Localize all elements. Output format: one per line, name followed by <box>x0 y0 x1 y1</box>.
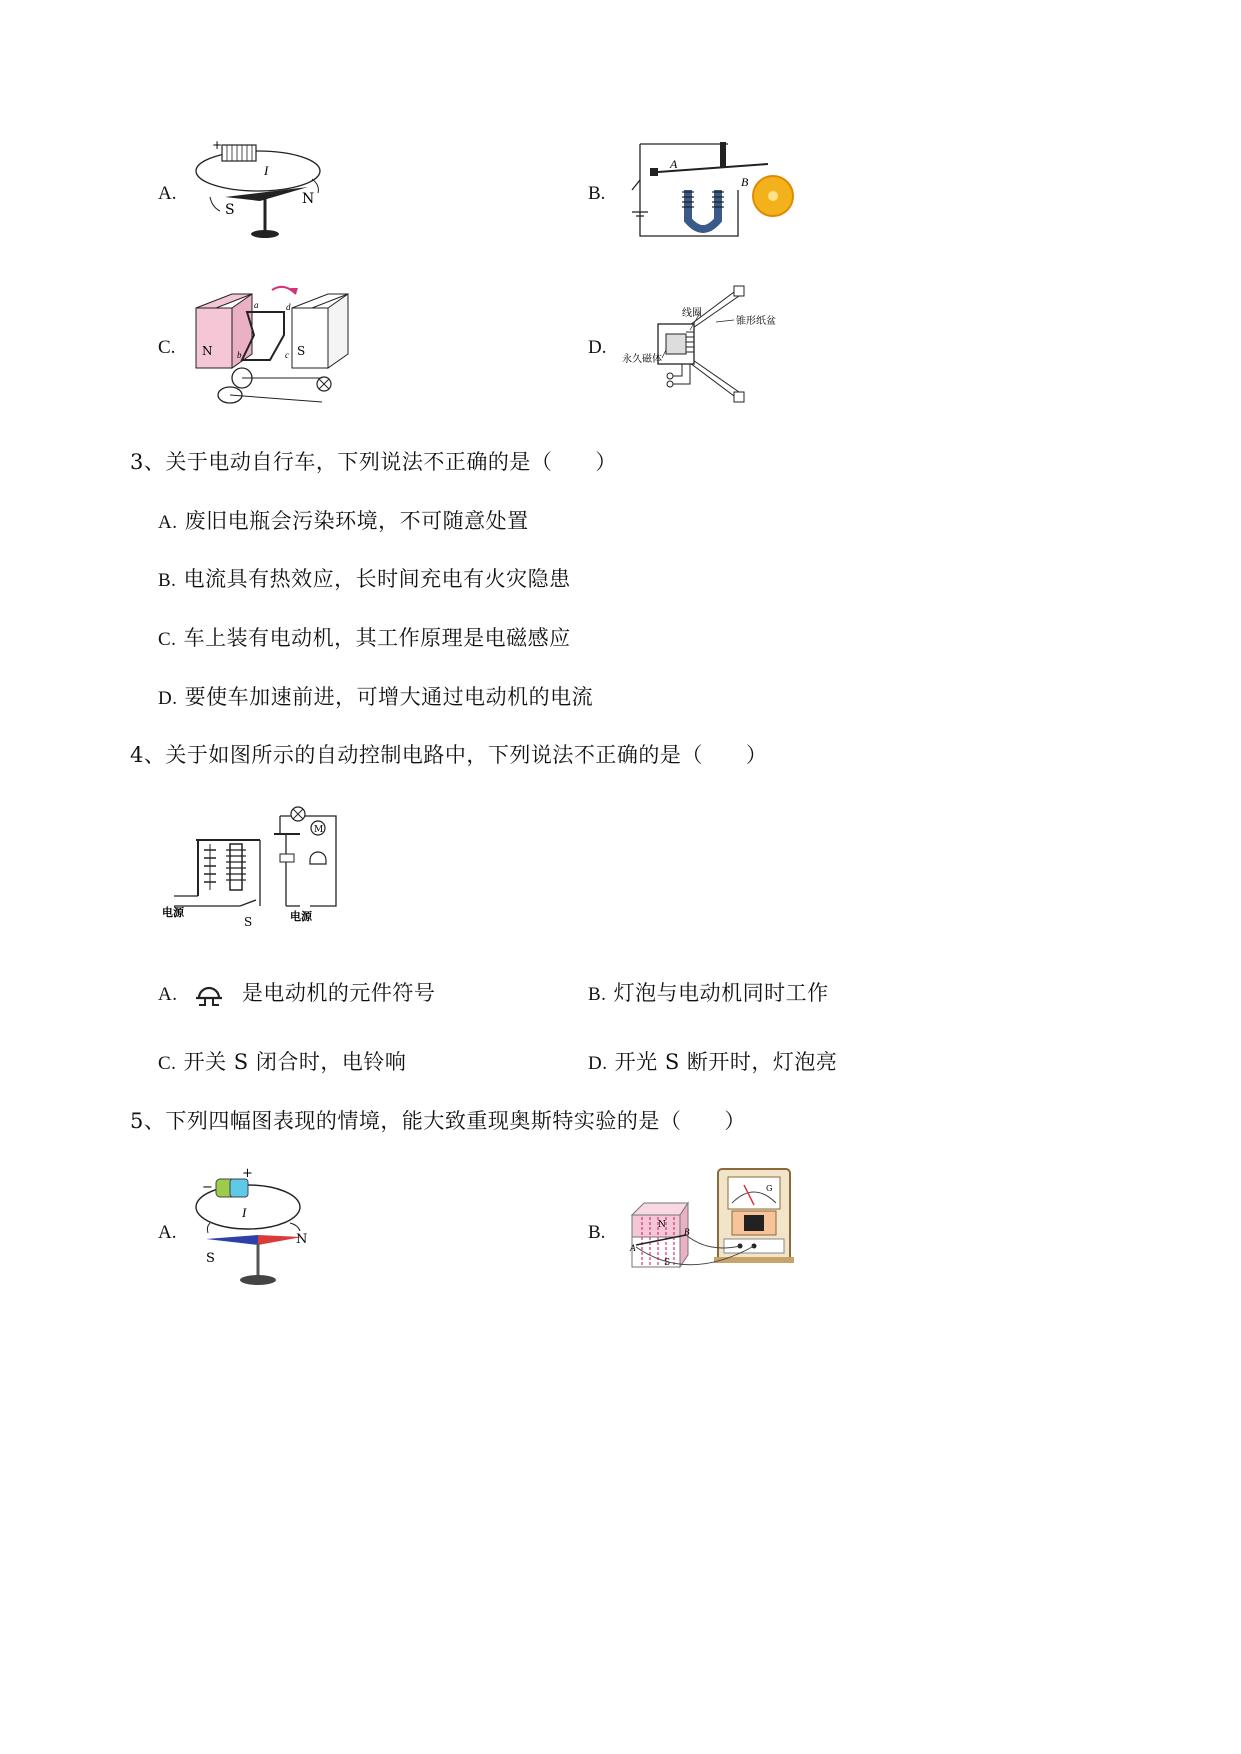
q5b-a-label: A <box>630 1243 636 1253</box>
q5a-minus-label: − <box>202 1180 213 1195</box>
q4-figure-relay-circuit <box>160 800 345 930</box>
q4-fig-motor-label: M <box>314 825 324 835</box>
q4-option-a: A. 是电动机的元件符号 <box>158 977 435 1008</box>
q2a-n-label: N <box>302 191 315 207</box>
q2-option-d-letter: D. <box>588 337 607 358</box>
q5-figure-b-galvanometer <box>628 1165 798 1290</box>
q2d-magnet-label: 永久磁体 <box>622 354 662 365</box>
q4-option-c: C. 开关 S 闭合时，电铃响 <box>158 1050 407 1074</box>
q5b-n-label: N <box>658 1220 666 1230</box>
q4-fig-power-left-label: 电源 <box>162 906 184 919</box>
q5b-g-label: G <box>766 1184 773 1193</box>
q4-option-b: B. 灯泡与电动机同时工作 <box>588 981 829 1005</box>
q4-stem: 4、关于如图所示的自动控制电路中，下列说法不正确的是（ ） <box>130 743 768 767</box>
q2c-b-label: b <box>237 350 242 360</box>
q4-fig-power-right-label: 电源 <box>290 910 312 923</box>
q5-figure-a-oersted <box>190 1165 320 1290</box>
q2a-current-label: I <box>264 163 269 178</box>
q3-option-a: A. 废旧电瓶会污染环境，不可随意处置 <box>158 509 529 533</box>
q5a-plus-label: + <box>242 1166 253 1181</box>
q4-option-d: D. 开光 S 断开时，灯泡亮 <box>588 1050 838 1074</box>
q5a-s-label: S <box>206 1251 215 1266</box>
q3-stem: 3、关于电动自行车，下列说法不正确的是（ ） <box>130 450 617 474</box>
q3-option-d: D. 要使车加速前进，可增大通过电动机的电流 <box>158 685 594 709</box>
q2c-d-label: d <box>286 302 291 312</box>
q5b-s-label: S <box>664 1258 671 1268</box>
q2d-coil-label: 线圈 <box>682 308 702 319</box>
q2-option-b-letter: B. <box>588 183 606 204</box>
q2-figure-b-electric-bell <box>628 140 798 240</box>
q5-option-a-letter: A. <box>158 1222 177 1243</box>
q4-fig-switch-label: S <box>244 915 253 929</box>
q2b-b-label: B <box>741 175 749 189</box>
q2a-s-label: S <box>225 202 235 218</box>
q3-option-b: B. 电流具有热效应，长时间充电有火灾隐患 <box>158 567 571 591</box>
q2d-cone-label: 锥形纸盆 <box>736 316 776 327</box>
q5a-n-label: N <box>296 1232 308 1247</box>
bell-symbol-icon <box>193 982 225 1008</box>
q2c-a-label: a <box>254 300 259 310</box>
q2c-c-label: c <box>285 350 289 360</box>
q2-option-a-letter: A. <box>158 183 177 204</box>
q2-figure-d-loudspeaker <box>620 280 790 410</box>
q5-stem: 5、下列四幅图表现的情境，能大致重现奥斯特实验的是（ ） <box>130 1109 746 1133</box>
q2-figure-a-oersted <box>190 135 330 245</box>
q2-figure-c-generator <box>192 280 352 410</box>
q5a-current-label: I <box>242 1205 247 1220</box>
q2-option-c-letter: C. <box>158 337 176 358</box>
q2a-plus-label: + <box>212 138 223 152</box>
q2c-s-label: S <box>297 344 306 358</box>
q3-option-c: C. 车上装有电动机，其工作原理是电磁感应 <box>158 626 571 650</box>
q2b-a-label: A <box>670 157 678 171</box>
q5-option-b-letter: B. <box>588 1222 606 1243</box>
q5b-b-label: B <box>684 1227 690 1237</box>
q2c-n-label: N <box>202 344 213 358</box>
